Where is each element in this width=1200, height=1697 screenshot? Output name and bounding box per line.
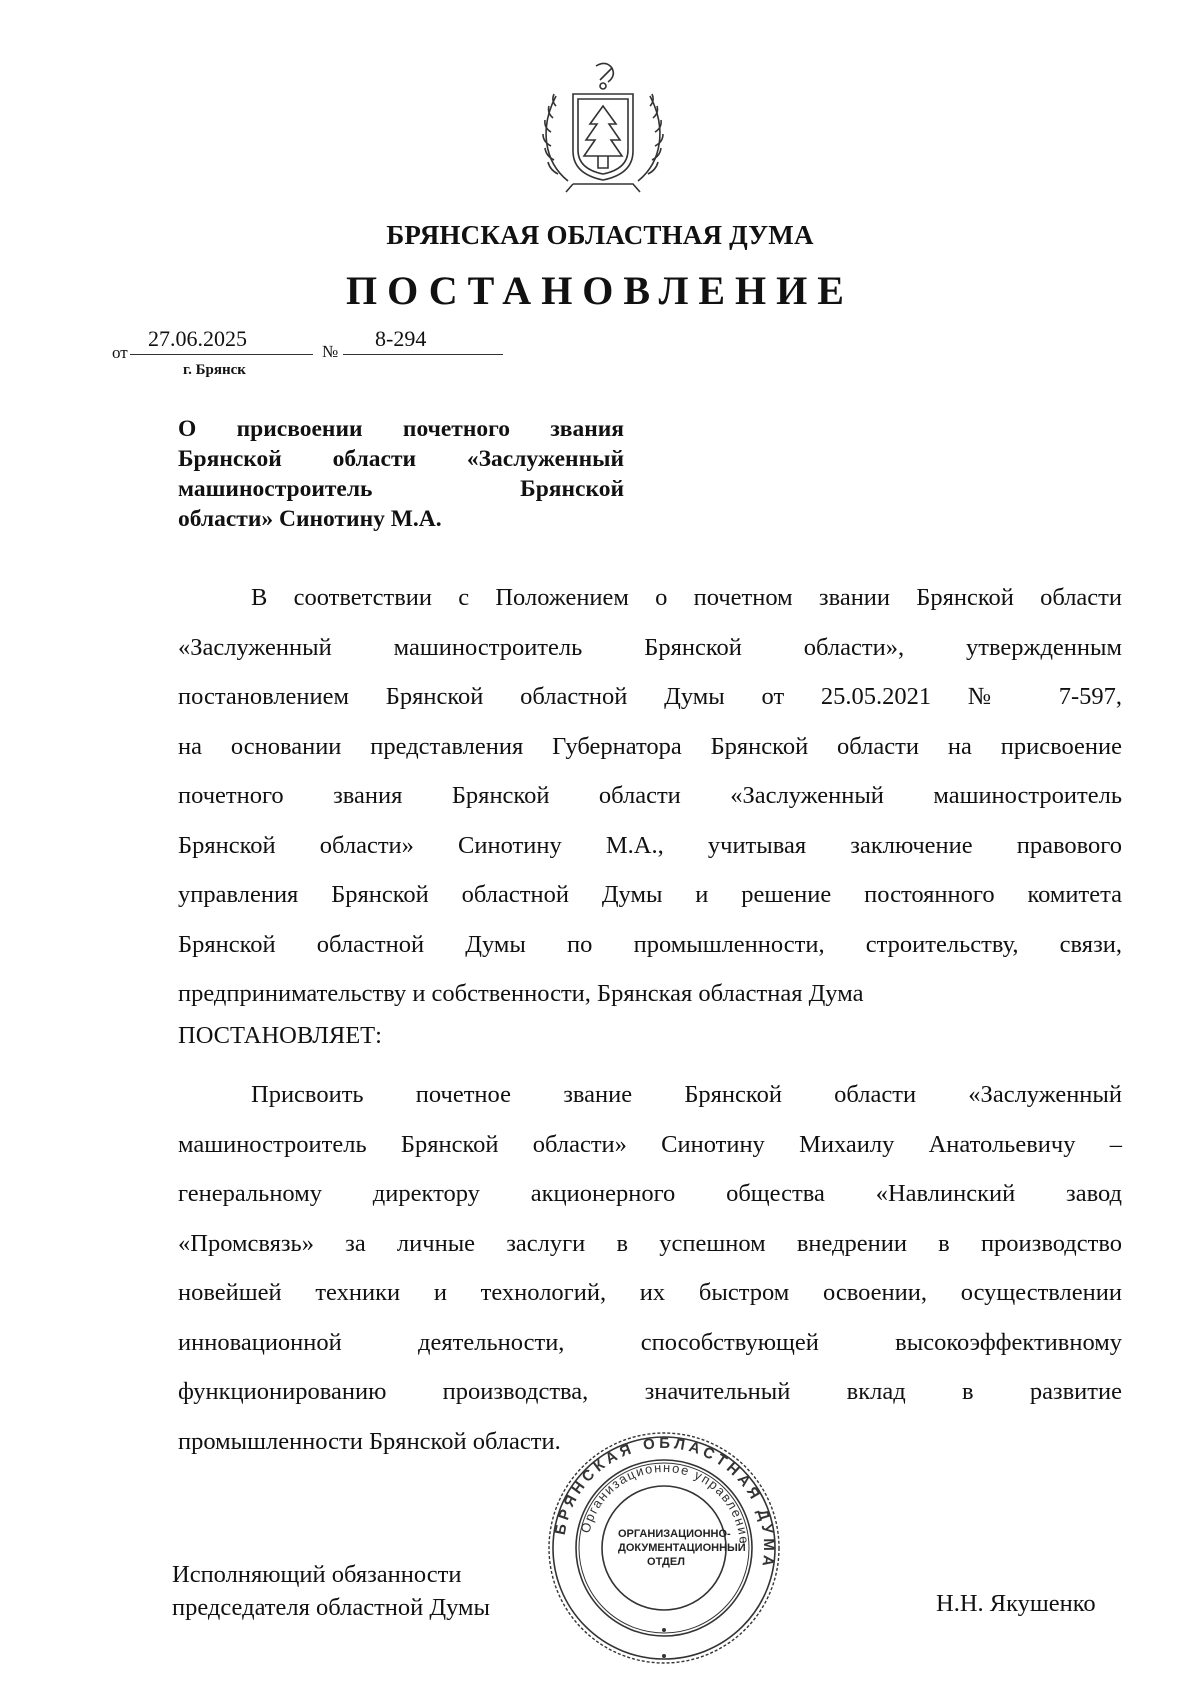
subject-line: О присвоении почетного звания bbox=[178, 416, 624, 442]
paragraph-line: «Заслуженный машиностроитель Брянской области», утвержденным bbox=[178, 633, 1122, 661]
stamp-center-line: ДОКУМЕНТАЦИОННЫЙ bbox=[618, 1542, 746, 1554]
preamble-paragraph bbox=[178, 573, 1122, 1019]
paragraph-line: Брянской областной Думы по промышленности, строительству, связи, bbox=[178, 930, 1122, 958]
paragraph-line: Присвоить почетное звание Брянской области «Заслуженный bbox=[251, 1081, 1122, 1108]
signatory-position bbox=[172, 1558, 490, 1624]
stamp-center-line: ОРГАНИЗАЦИОННО- bbox=[618, 1528, 731, 1540]
paragraph-line: на основании представления Губернатора Брянской области на присвоение bbox=[178, 732, 1122, 760]
paragraph-line: предпринимательству и собственности, Брянская областная Дума bbox=[178, 980, 864, 1007]
subject-line: машиностроитель Брянской bbox=[178, 476, 624, 502]
stamp-outer-text: БРЯНСКАЯ ОБЛАСТНАЯ ДУМА bbox=[551, 1434, 778, 1572]
document-city: г. Брянск bbox=[183, 362, 246, 378]
paragraph-line: функционированию производства, значительный вклад в развитие bbox=[178, 1378, 1122, 1405]
stamp-inner-text: Организационное управление bbox=[577, 1459, 753, 1546]
document-number: 8-294 bbox=[375, 326, 427, 351]
decree-word: ПОСТАНОВЛЯЕТ: bbox=[178, 1022, 382, 1049]
paragraph-line: В соответствии с Положением о почетном звании Брянской области bbox=[251, 584, 1122, 611]
paragraph-line: инновационной деятельности, способствующей высокоэффективному bbox=[178, 1328, 1122, 1356]
paragraph-line: управления Брянской областной Думы и решение постоянного комитета bbox=[178, 881, 1122, 908]
decision-paragraph bbox=[178, 1070, 1122, 1466]
paragraph-line: машиностроитель Брянской области» Синотину Михаилу Анатольевичу – bbox=[178, 1130, 1122, 1158]
date-prefix-label: от bbox=[112, 343, 128, 362]
signatory-name: Н.Н. Якушенко bbox=[936, 1590, 1096, 1617]
document-date: 27.06.2025 bbox=[148, 326, 247, 351]
paragraph-line: промышленности Брянской области. bbox=[178, 1427, 561, 1455]
coat-of-arms-icon bbox=[528, 56, 678, 196]
document-subject bbox=[178, 414, 624, 534]
signatory-position-line: Исполняющий обязанности bbox=[172, 1561, 462, 1588]
paragraph-line: новейшей техники и технологий, их быстром освоении, осуществлении bbox=[178, 1279, 1122, 1306]
document-type-title: ПОСТАНОВЛЕНИЕ bbox=[346, 268, 854, 313]
number-underline bbox=[343, 354, 503, 355]
signatory-position-line: председателя областной Думы bbox=[172, 1594, 490, 1621]
subject-line: области» Синотину М.А. bbox=[178, 506, 442, 532]
paragraph-line: генеральному директору акционерного общества «Навлинский завод bbox=[178, 1180, 1122, 1207]
organization-name: БРЯНСКАЯ ОБЛАСТНАЯ ДУМА bbox=[386, 220, 814, 250]
paragraph-line: Брянской области» Синотину М.А., учитывая заключение правового bbox=[178, 831, 1122, 859]
stamp-center-text bbox=[618, 1527, 746, 1569]
stamp-center-line: ОТДЕЛ bbox=[647, 1556, 685, 1568]
subject-line: Брянской области «Заслуженный bbox=[178, 446, 624, 472]
paragraph-line: «Промсвязь» за личные заслуги в успешном внедрении в производство bbox=[178, 1229, 1122, 1257]
paragraph-line: почетного звания Брянской области «Заслуженный машиностроитель bbox=[178, 782, 1122, 809]
paragraph-line: постановлением Брянской областной Думы от 25.05.2021 № 7-597, bbox=[178, 683, 1122, 710]
date-underline bbox=[130, 354, 313, 355]
number-prefix-label: № bbox=[322, 342, 339, 361]
